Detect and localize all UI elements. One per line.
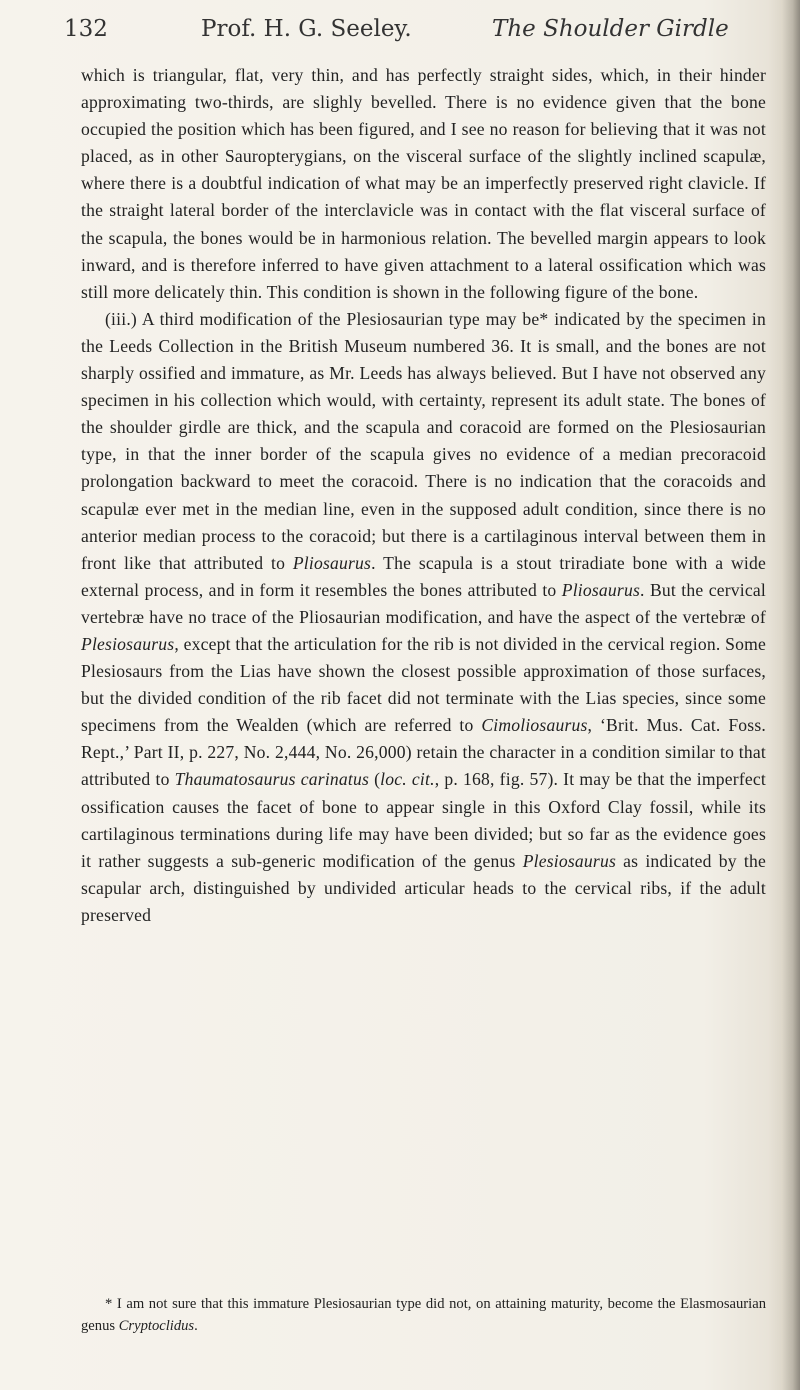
footnote	[81, 1293, 766, 1337]
footnote-text	[81, 1293, 766, 1337]
italic-text: Pliosaurus	[561, 579, 641, 600]
page-edge-shadow	[782, 0, 800, 1390]
body-text	[81, 62, 766, 929]
italic-text: Cimoliosaurus	[481, 715, 588, 736]
text-run: , ‘Brit. Mus. Cat. Foss. Rept.,’ Part II, p. 227, No. 2,444, No. 26,000) retain the character in a condition similar to that attributed to	[81, 715, 766, 790]
page-number: 132	[64, 16, 108, 42]
text-run: * I am not sure that this immature Plesiosaurian type did not, on attaining maturity, become the Elasmosaurian genus	[81, 1296, 766, 1334]
italic-text: Plesiosaurus	[81, 633, 175, 654]
italic-text: Thaumatosaurus carinatus	[174, 769, 370, 790]
text-run: as indicated by the scapular arch, distinguished by undivided articular heads to the cervical ribs, if the adult preserved	[81, 850, 766, 925]
header-title: The Shoulder Girdle	[492, 16, 729, 42]
text-run: , p. 168, fig. 57). It may be that the imperfect ossification causes the facet of bone to appear single in this Oxford Clay fossil, while its cartilaginous terminations during life may have been divided; but so far as the evidence goes it rather suggests a sub-generic modification of the genus	[81, 769, 766, 871]
text-run: .	[194, 1318, 198, 1334]
italic-text: Cryptoclidus	[118, 1318, 195, 1334]
paragraph	[81, 306, 766, 929]
running-header	[64, 16, 764, 50]
text-run: (iii.) A third modification of the Plesiosaurian type may be* indicated by the specimen in the Leeds Collection in the British Museum numbered 36. It is small, and the bones are not sharply ossified and immature, as Mr. Leeds has always believed. But I have not observed any specimen in his collection which would, with certainty, represent its adult state. The bones of the shoulder girdle are thick, and the scapula and coracoid are formed on the Plesiosaurian type, in that the inner border of the scapula gives no evidence of a median precoracoid prolongation backward to meet the coracoid. There is no indication that the coracoids and scapulæ ever met in the median line, even in the supposed adult condition, since there is no anterior median process to the coracoid; but there is a cartilaginous interval between them in front like that attributed to	[81, 308, 766, 573]
text-run: . The scapula is a stout triradiate bone with a wide external process, and in form it resembles the bones attributed to	[81, 552, 766, 600]
italic-text: Pliosaurus	[292, 552, 372, 573]
italic-text: Plesiosaurus	[522, 850, 616, 871]
text-run: , except that the articulation for the rib is not divided in the cervical region. Some Plesiosaurs from the Lias have shown the closest possible approximation of those surfaces, but the divided condition of the rib facet did not terminate with the Lias species, since some specimens from the Wealden (which are referred to	[81, 633, 766, 736]
text-run: (	[369, 769, 381, 790]
header-author: Prof. H. G. Seeley.	[201, 16, 412, 42]
text-run: which is triangular, flat, very thin, and has perfectly straight sides, which, in their hinder approximating two-thirds, are slighly bevelled. There is no evidence given that the bone occupied the position which has been figured, and I see no reason for believing that it was not placed, as in other Sauropterygians, on the visceral surface of the slightly inclined scapulæ, where there is a doubtful indication of what may be an imperfectly preserved right clavicle. If the straight lateral border of the interclavicle was in contact with the flat visceral surface of the scapula, the bones would be in harmonious relation. The bevelled margin appears to look inward, and is therefore inferred to have given attachment to a lateral ossification which was still more delicately thin. This condition is shown in the following figure of the bone.	[81, 65, 766, 302]
italic-text: loc. cit.	[380, 769, 435, 790]
text-run: . But the cervical vertebræ have no trace of the Pliosaurian modification, and have the aspect of the vertebræ of	[81, 579, 766, 627]
paragraph	[81, 62, 766, 306]
